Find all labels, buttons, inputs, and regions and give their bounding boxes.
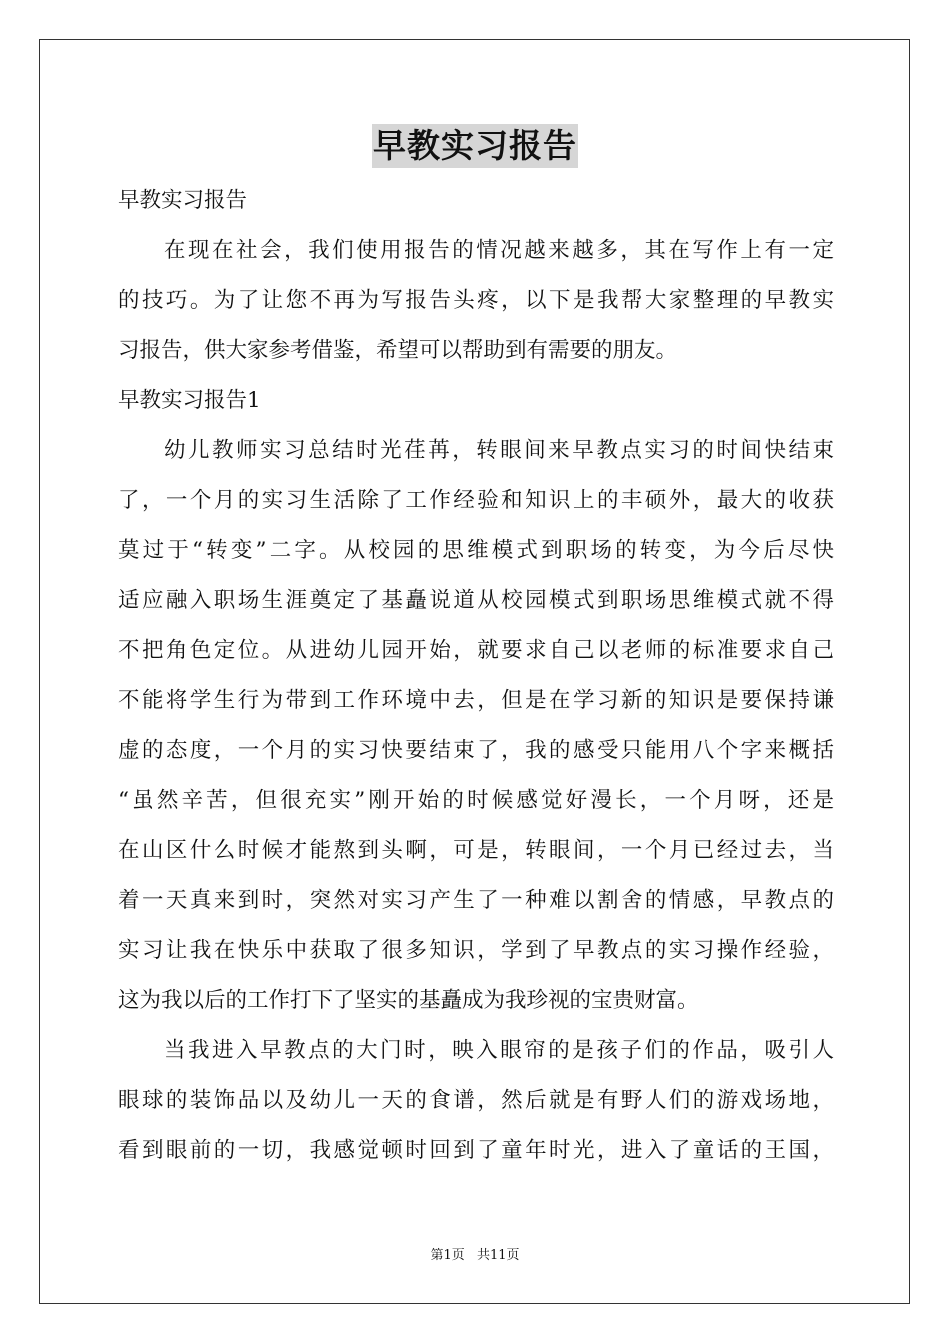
text-line: 虚的态度，一个月的实习快要结束了，我的感受只能用八个字来概括 bbox=[118, 738, 834, 763]
text-line: 了，一个月的实习生活除了工作经验和知识上的丰硕外，最大的收获 bbox=[118, 488, 834, 513]
text-line: 幼儿教师实习总结时光荏苒，转眼间来早教点实习的时间快结束 bbox=[164, 438, 834, 463]
text-line: 看到眼前的一切，我感觉顿时回到了童年时光，进入了童话的王国， bbox=[118, 1138, 834, 1163]
text-line: 适应融入职场生涯奠定了基矗说道从校园模式到职场思维模式就不得 bbox=[118, 588, 834, 613]
text-line: 不能将学生行为带到工作环境中去，但是在学习新的知识是要保持谦 bbox=[118, 688, 834, 713]
text-line: 当我进入早教点的大门时，映入眼帘的是孩子们的作品，吸引人 bbox=[164, 1038, 834, 1063]
text-line: “虽然辛苦，但很充实”刚开始的时候感觉好漫长，一个月呀，还是 bbox=[118, 788, 834, 813]
page-footer bbox=[0, 1246, 950, 1266]
text-line: 眼球的装饰品以及幼儿一天的食谱，然后就是有野人们的游戏场地， bbox=[118, 1088, 834, 1113]
page-total: 共11页 bbox=[476, 1248, 520, 1263]
text-line: 早教实习报告1 bbox=[118, 388, 261, 413]
text-line: 不把角色定位。从进幼儿园开始，就要求自己以老师的标准要求自己 bbox=[118, 638, 834, 663]
text-line: 在现在社会，我们使用报告的情况越来越多，其在写作上有一定 bbox=[164, 238, 834, 263]
text-line: 实习让我在快乐中获取了很多知识，学到了早教点的实习操作经验， bbox=[118, 938, 834, 963]
text-line: 这为我以后的工作打下了坚实的基矗成为我珍视的宝贵财富。 bbox=[118, 988, 699, 1013]
page-number: 第1页 bbox=[430, 1248, 465, 1263]
text-line: 在山区什么时候才能熬到头啊，可是，转眼间，一个月已经过去，当 bbox=[118, 838, 834, 863]
text-line: 莫过于“转变”二字。从校园的思维模式到职场的转变，为今后尽快 bbox=[118, 538, 834, 563]
title-container bbox=[0, 124, 950, 168]
text-line: 早教实习报告 bbox=[118, 188, 248, 213]
text-line: 着一天真来到时，突然对实习产生了一种难以割舍的情感，早教点的 bbox=[118, 888, 834, 913]
text-line: 的技巧。为了让您不再为写报告头疼，以下是我帮大家整理的早教实 bbox=[118, 288, 834, 313]
document-title: 早教实习报告 bbox=[372, 124, 578, 168]
document-body bbox=[118, 176, 834, 1176]
text-line: 习报告，供大家参考借鉴，希望可以帮助到有需要的朋友。 bbox=[118, 338, 678, 363]
